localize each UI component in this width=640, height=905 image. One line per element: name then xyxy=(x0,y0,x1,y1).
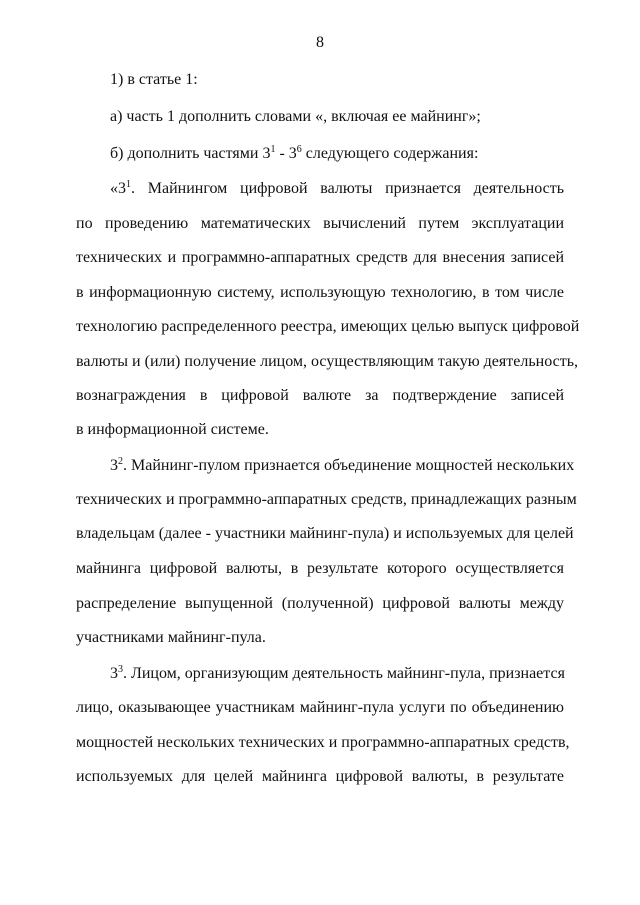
text-line: мощностей нескольких технических и программно-аппаратных средств, xyxy=(76,734,570,751)
text-line: владельцам (далее - участники майнинг-пула) и используемых для целей xyxy=(76,525,574,542)
text-line: по проведению математических вычислений путем эксплуатации xyxy=(76,215,564,232)
text-line: распределение выпущенной (полученной) цифровой валюты между xyxy=(76,595,564,612)
text-line: в информационной системе. xyxy=(76,421,269,438)
text-line: вознаграждения в цифровой валюте за подтверждение записей xyxy=(76,387,564,404)
text-line: технических и программно-аппаратных средств, принадлежащих разным xyxy=(76,491,577,508)
text-line: лицо, оказывающее участникам майнинг-пула услуги по объединению xyxy=(76,699,564,716)
text-line: $3^3$. Лицом, организующим деятельность майнинг-пула, признается xyxy=(110,664,565,682)
text-line: технологию распределенного реестра, имеющих целью выпуск цифровой xyxy=(76,318,580,335)
text-line: майнинга цифровой валюты, в результате которого осуществляется xyxy=(76,560,564,577)
text-line: в информационную систему, использующую технологию, в том числе xyxy=(76,284,564,301)
text-line: технических и программно-аппаратных средств для внесения записей xyxy=(76,249,564,266)
text-line: валюты и (или) получение лицом, осуществляющим такую деятельность, xyxy=(76,353,578,370)
text-line: используемых для целей майнинга цифровой валюты, в результате xyxy=(76,768,564,785)
text-line: участниками майнинг-пула. xyxy=(76,629,266,646)
text-line: б) дополнить частями $3^1 - 3^6$ следующего содержания: xyxy=(110,144,479,162)
text-line: а) часть 1 дополнить словами «, включая ее майнинг»; xyxy=(110,108,481,125)
text-line: «$3^1$. Майнингом цифровой валюты признается деятельность xyxy=(110,179,564,197)
text-line: 1) в статье 1: xyxy=(110,71,198,88)
text-line: $3^2$. Майнинг-пулом признается объединение мощностей нескольких xyxy=(110,456,575,474)
page-number: 8 xyxy=(316,34,324,51)
